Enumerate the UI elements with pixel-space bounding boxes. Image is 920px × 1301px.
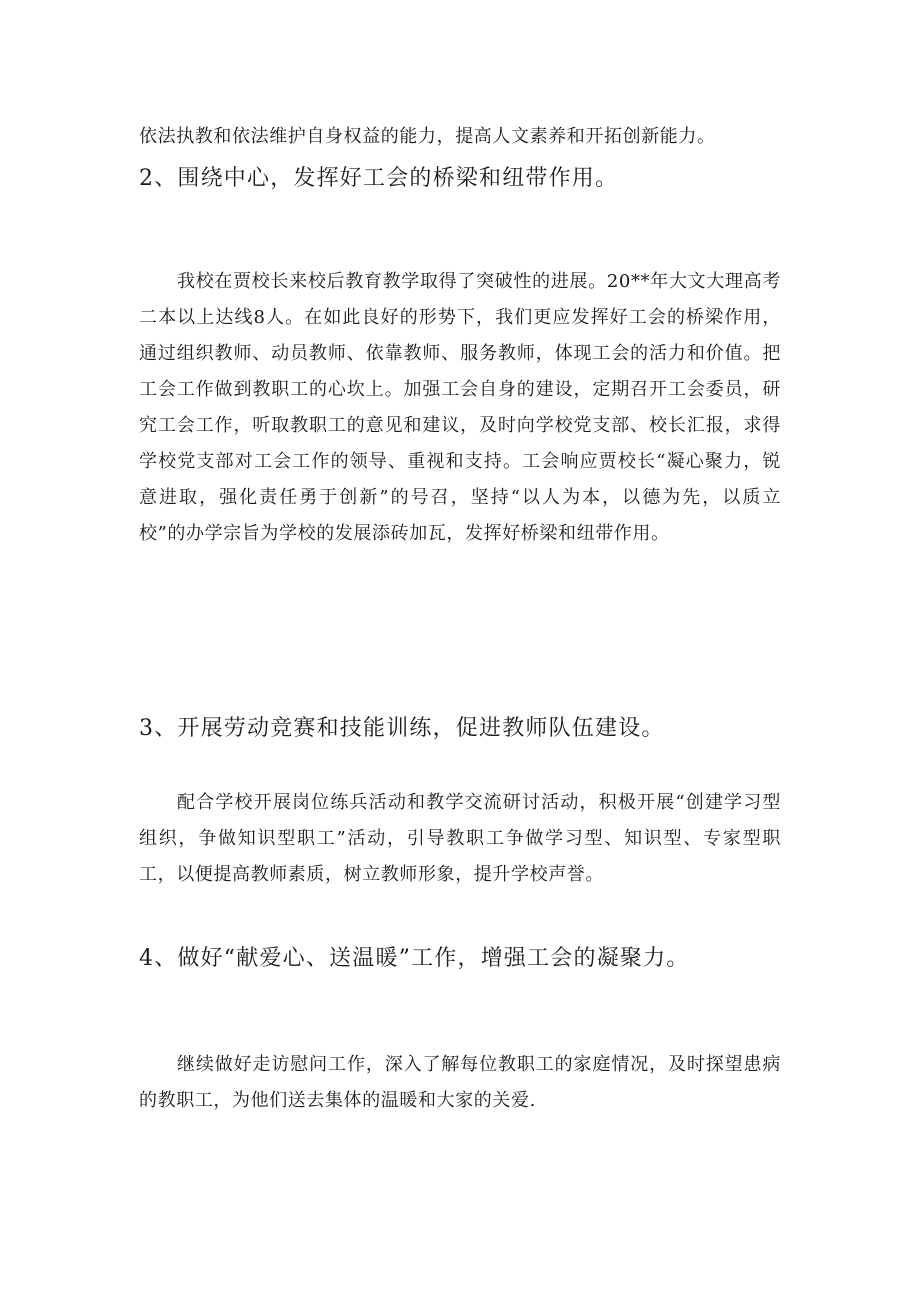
section-body-4: 继续做好走访慰问工作，深入了解每位教职工的家庭情况，及时探望患病的教职工，为他们送去集体的温暖和大家的关爱. [139,1054,781,1111]
section-heading-4: 4、做好“献爱心、送温暖”工作，增强工会的凝聚力。 [139,946,690,971]
section-body-3: 配合学校开展岗位练兵活动和教学交流研讨活动，积极开展“创建学习型组织，争做知识型职工”活动，引导教职工争做学习型、知识型、专家型职工，以便提高教师素质，树立教师形象，提升学校声誉。 [139,792,781,885]
section-body-2: 我校在贾校长来校后教育教学取得了突破性的进展。20**年大文大理高考二本以上达线8人。在如此良好的形势下，我们更应发挥好工会的桥梁作用，通过组织教师、动员教师、依靠教师、服务教师，体现工会的活力和价值。把工会工作做到教职工的心坎上。加强工会自身的建设，定期召开工会委员，研究工会工作，听取教职工的意见和建议，及时向学校党支部、校长汇报，求得学校党支部对工会工作的领导、重视和支持。工会响应贾校长“凝心聚力，锐意进取，强化责任勇于创新”的号召，坚持“以人为本，以德为先，以质立校”的办学宗旨为学校的发展添砖加瓦，发挥好桥梁和纽带作用。 [139,271,781,544]
section-heading-3: 3、开展劳动竞赛和技能训练，促进教师队伍建设。 [139,716,665,741]
intro-paragraph-tail: 依法执教和依法维护自身权益的能力，提高人文素养和开拓创新能力。 [139,126,716,147]
section-heading-2: 2、围绕中心，发挥好工会的桥梁和纽带作用。 [139,166,619,191]
